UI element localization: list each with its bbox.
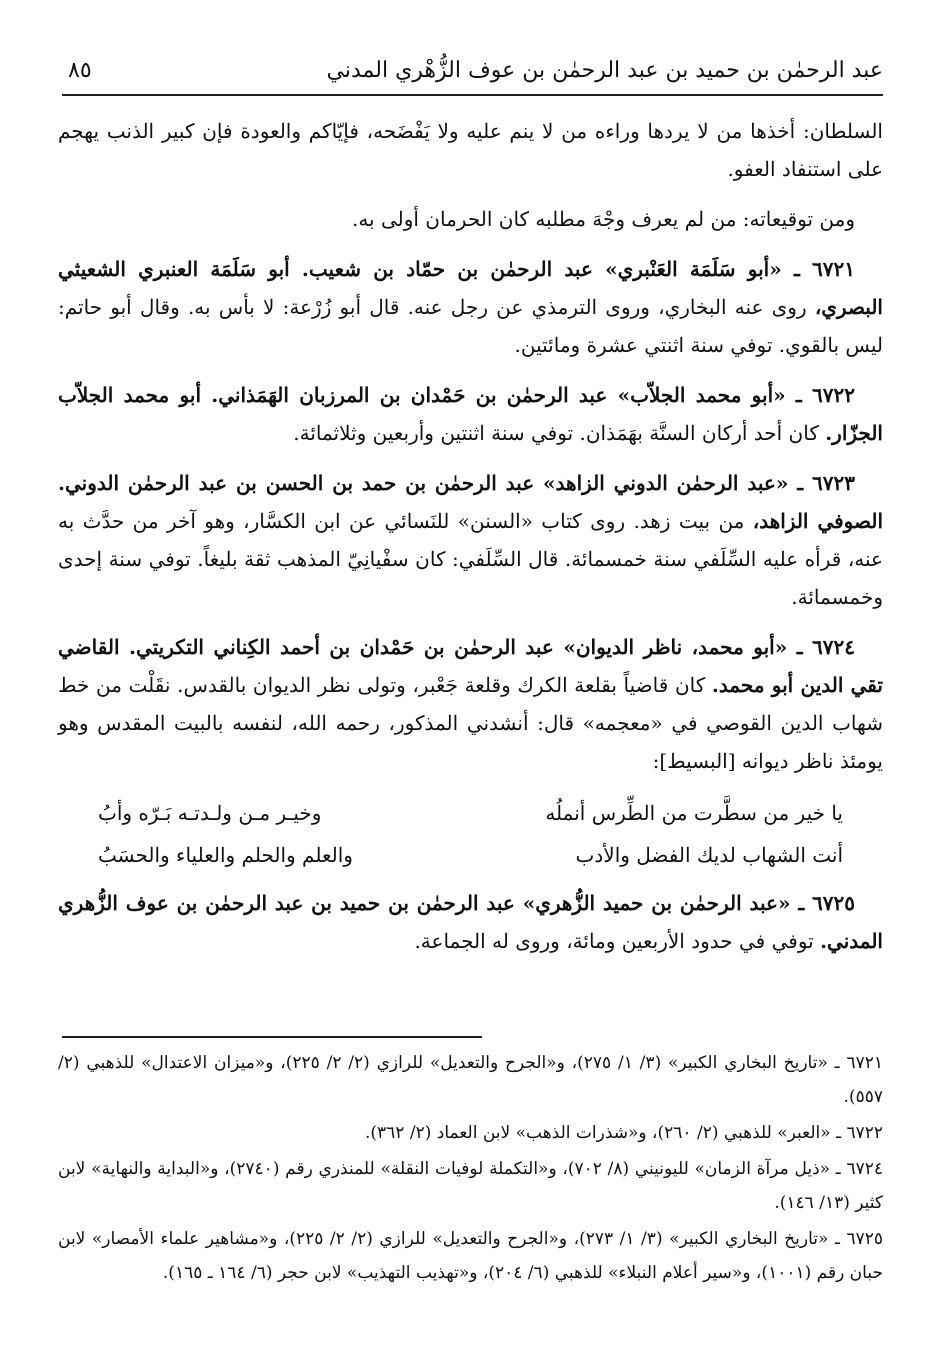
entry-heading: ٦٧٢٣ ـ «عبد الرحمٰن الدوني الزاهد» عبد الرحمٰن بن حمد بن الحسن بن عبد الرحمٰن الدوني. الصوفي الزاهد،: [58, 471, 884, 533]
footnote-6721: ٦٧٢١ ـ «تاريخ البخاري الكبير» (٣/ ١/ ٢٧٥)، و«الجرح والتعديل» للرازي (٢/ ٢/ ٢٢٥)، و«ميزان الاعتدال» للذهبي (٢/ ٥٥٧).: [58, 1053, 883, 1107]
entry-text: توفي في حدود الأربعين ومائة، وروى له الجماعة.: [414, 929, 821, 953]
footnotes: [58, 1046, 883, 1292]
paragraph-sultan: السلطان: أخذها من لا يردها وراءه من لا ينم عليه ولا يَفْضَحه، فإيّاكم والعودة فإن كبير الذنب يهجم على استنفاد العفو.: [58, 119, 883, 181]
poem-hemistich: أنت الشهاب لديك الفضل والأدب: [575, 843, 843, 867]
footnote-divider: [62, 1036, 482, 1038]
entry-text: من بيت زهد. روى كتاب «السنن» للنَسائي عن ابن الكسَّار، وهو آخر من حدَّث به عنه، قرأه عليه السِّلَفي سنة خمسمائة. قال السِّلَفي: كان سفْيانِيّ المذهب ثقة بليغاً. توفي سنة إحدى وخمسمائة.: [58, 509, 883, 609]
poem-hemistich: وخيـر مـن ولـدتـه بَـرّه وأبُ: [98, 801, 322, 825]
entry-heading: ٦٧٢١ ـ «أبو سَلَمَة العَنْبري» عبد الرحمٰن بن حمّاد بن شعيب. أبو سَلَمَة العنبري الشعيثي البصري،: [58, 257, 883, 319]
poem: [98, 792, 843, 876]
entry-6725: [58, 884, 883, 960]
poem-hemistich: يا خير من سطَّرت من الطِّرس أنملُه: [545, 801, 843, 825]
poem-line: [98, 834, 843, 876]
entry-text: كان قاضياً بقلعة الكرك وقلعة جَعْبر، وتولى نظر الديوان بالقدس. نقَلْت من خط شهاب الدين القوصي في «معجمه» قال: أنشدني المذكور، رحمه الله، لنفسه بالبيت المقدس وهو يومئذ ناظر ديوانه [البسيط]:: [58, 673, 883, 773]
entry-text: روى عنه البخاري، وروى الترمذي عن رجل عنه. قال أبو زُرْعة: لا بأس به. وقال أبو حاتم: ليس بالقوي. توفي سنة اثنتي عشرة ومائتين.: [58, 295, 883, 357]
entry-6724: [58, 628, 883, 780]
entry-heading: ٦٧٢٢ ـ «أبو محمد الجلاّب» عبد الرحمٰن بن حَمْدان بن المرزبان الهَمَذاني. أبو محمد الجلاّب الجزّار.: [58, 383, 883, 445]
page-header: [62, 50, 883, 96]
running-title: عبد الرحمٰن بن حميد بن عبد الرحمٰن بن عوف الزُّهْري المدني: [326, 58, 883, 83]
poem-line: [98, 792, 843, 834]
entry-6723: [58, 464, 883, 616]
entry-text: كان أحد أركان السنَّة بهَمَذان. توفي سنة اثنتين وأربعين وثلاثمائة.: [293, 421, 826, 445]
footnote-6725: ٦٧٢٥ ـ «تاريخ البخاري الكبير» (٣/ ١/ ٢٧٣)، و«الجرح والتعديل» للرازي (٢/ ٢/ ٢٢٥)، و«مشاهير علماء الأمصار» لابن حبان رقم (١٠٠١)، و«سير أعلام النبلاء» للذهبي (٦/ ٢٠٤)، و«تهذيب التهذيب» لابن حجر (٦/ ١٦٤ ـ ١٦٥).: [58, 1229, 883, 1283]
paragraph-tawqiat: ومن توقيعاته: من لم يعرف وجْهَ مطلبه كان الحرمان أولى به.: [351, 207, 855, 231]
page-number: ٨٥: [68, 58, 92, 83]
footnote-6724: ٦٧٢٤ ـ «ذيل مرآة الزمان» لليونيني (٨/ ٧٠٢)، و«التكملة لوفيات النقلة» للمنذري رقم (٢٧٤٠)، و«البداية والنهاية» لابن كثير (١٣/ ١٤٦).: [58, 1159, 883, 1213]
footnote-6722: ٦٧٢٢ ـ «العبر» للذهبي (٢/ ٢٦٠)، و«شذرات الذهب» لابن العماد (٢/ ٣٦٢).: [364, 1123, 883, 1143]
poem-hemistich: والعلم والحلم والعلياء والحسَبُ: [98, 843, 353, 867]
entry-heading: ٦٧٢٥ ـ «عبد الرحمٰن بن حميد الزُّهري» عبد الرحمٰن بن حميد بن عبد الرحمٰن بن عوف الزُّهري المدني.: [58, 891, 883, 953]
entry-6721: [58, 250, 883, 364]
entry-heading: ٦٧٢٤ ـ «أبو محمد، ناظر الديوان» عبد الرحمٰن بن حَمْدان بن أحمد الكِناني التكريتي. القاضي تقي الدين أبو محمد.: [58, 635, 883, 697]
main-text: [58, 112, 883, 972]
entry-6722: [58, 376, 883, 452]
